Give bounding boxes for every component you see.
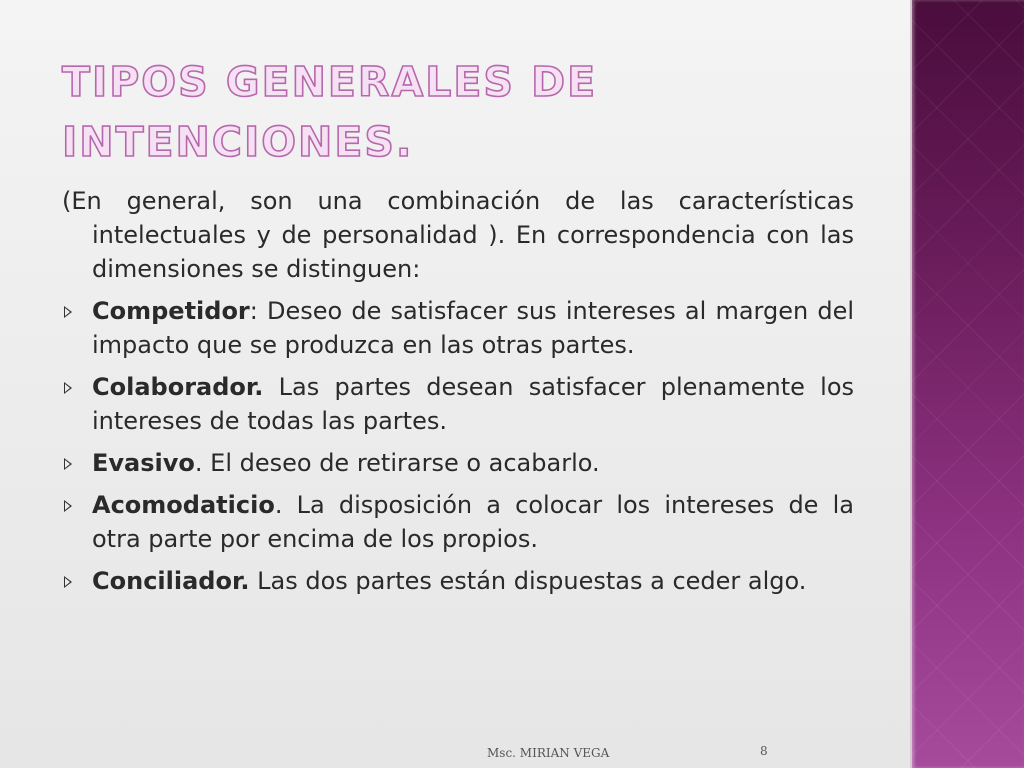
arrow-bullet-icon	[64, 382, 72, 394]
item-term: Evasivo	[92, 449, 195, 477]
item-text: . El deseo de retirarse o acabarlo.	[194, 449, 600, 477]
list-item	[62, 370, 854, 438]
item-text: : Deseo de satisfacer sus intereses al margen del impacto que se produzca en las otras partes.	[92, 297, 854, 359]
arrow-bullet-icon	[64, 458, 72, 470]
decorative-side-panel	[912, 0, 1024, 768]
list-item	[62, 564, 854, 598]
footer-author: Msc. MIRIAN VEGA	[487, 746, 610, 760]
slide-title: TIPOS GENERALES DE INTENCIONES.	[62, 58, 598, 166]
arrow-bullet-icon	[64, 576, 72, 588]
list-item	[62, 488, 854, 556]
arrow-bullet-icon	[64, 500, 72, 512]
item-text: Las dos partes están dispuestas a ceder algo.	[249, 567, 807, 595]
list-item	[62, 294, 854, 362]
item-text: . La disposición a colocar los intereses de la otra parte por encima de los propios.	[92, 491, 854, 553]
intro-paragraph: (En general, son una combinación de las características intelectuales y de personalidad ). En correspondencia con las dimensiones se distinguen:	[62, 187, 854, 283]
page-number: 8	[760, 744, 768, 758]
arrow-bullet-icon	[64, 306, 72, 318]
item-term: Competidor	[92, 297, 250, 325]
item-term: Colaborador.	[92, 373, 264, 401]
item-term: Conciliador.	[92, 567, 250, 595]
list-item	[62, 446, 854, 480]
slide-body	[62, 184, 854, 606]
item-text: Las partes desean satisfacer plenamente los intereses de todas las partes.	[92, 373, 854, 435]
item-term: Acomodaticio	[92, 491, 275, 519]
